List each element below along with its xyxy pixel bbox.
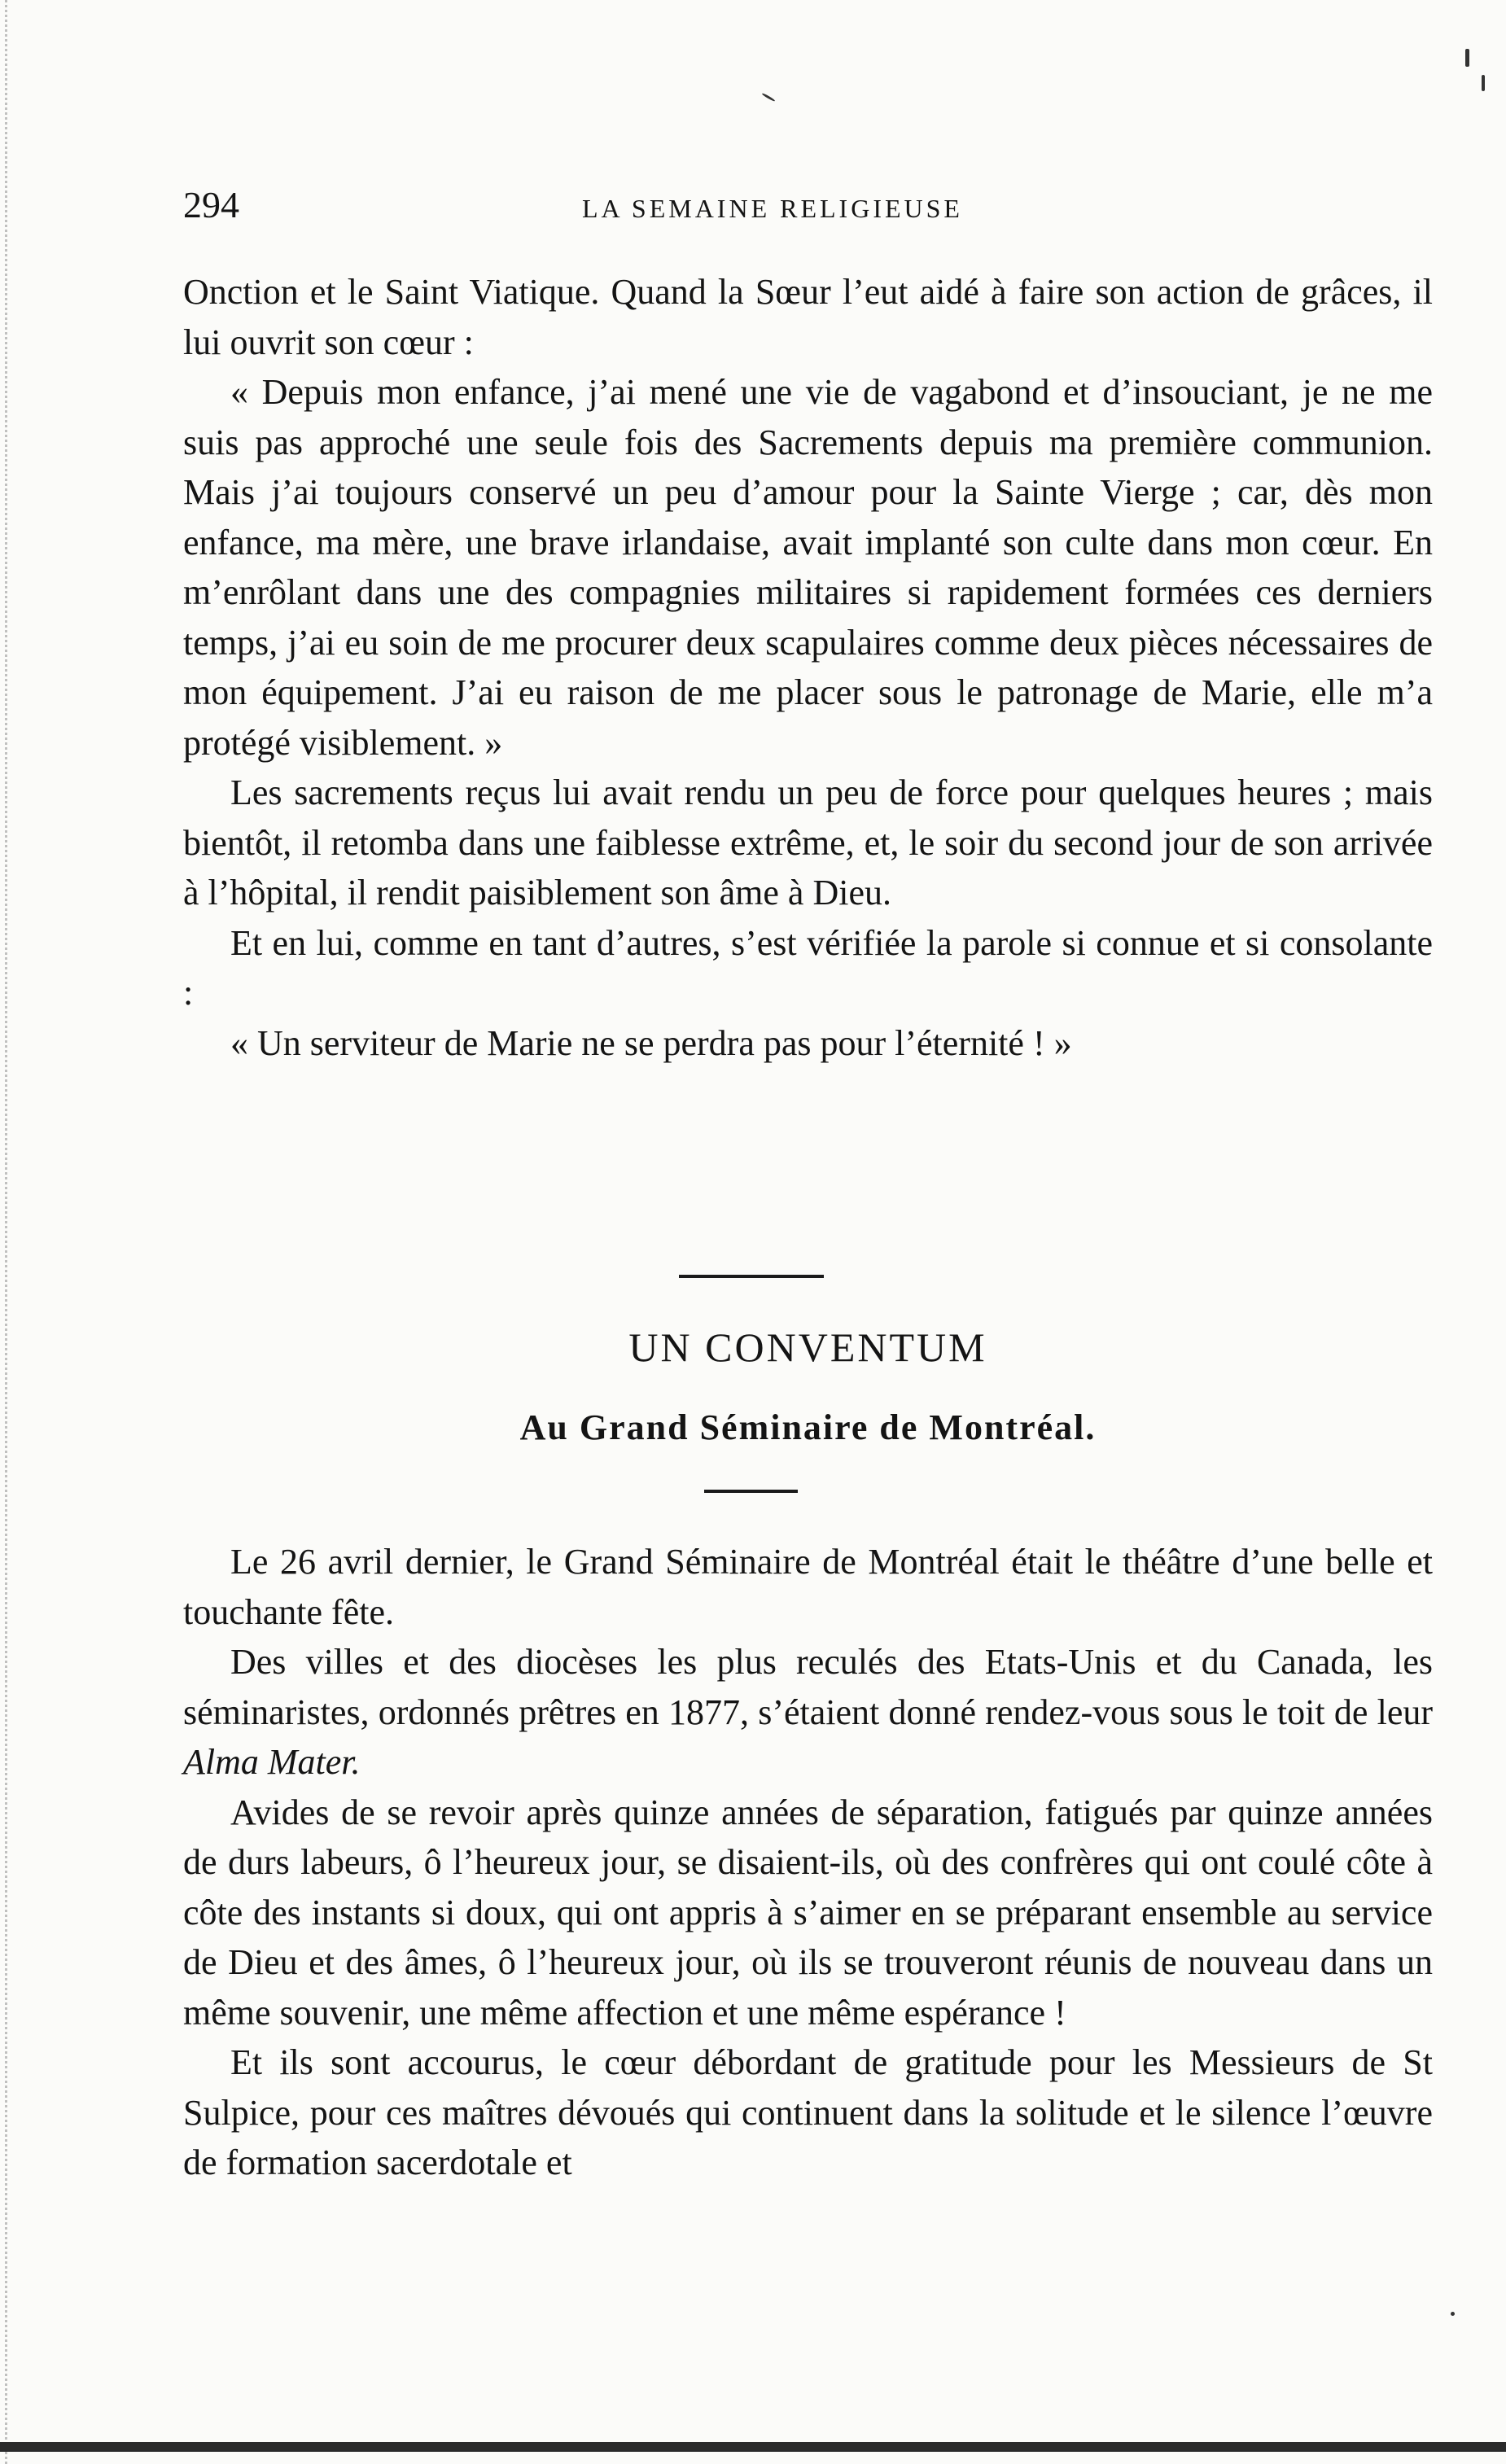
scan-bottom-edge [0,2442,1506,2452]
running-title: LA SEMAINE RELIGIEUSE [582,194,963,223]
subtitle-divider [704,1490,798,1493]
closing-quote: « Un serviteur de Marie ne se perdra pas pour l’éternité ! » [230,1022,1072,1063]
paragraph: Et ils sont accourus, le cœur débordant de gratitude pour les Messieurs de St Sulpice, pour ces maîtres dévoués qui continuent dans la solitude et le silence l’œuvre de formation sacerdotale et [183,2042,1433,2182]
section-divider [679,1275,824,1278]
scan-edge-marks [5,0,11,2464]
page-header [183,181,1433,230]
paragraph: Et en lui, comme en tant d’autres, s’est vérifiée la parole si connue et si consolante : [183,922,1433,1013]
text-block-continued [183,267,1433,1068]
section-title: UN CONVENTUM [628,1324,987,1370]
paragraph: Le 26 avril dernier, le Grand Séminaire de Montréal était le théâtre d’une belle et touchante fête. [183,1542,1433,1632]
text-block-conventum [183,1537,1433,2188]
paragraph [183,1637,1433,1788]
scan-speck [1451,2312,1455,2316]
page-number: 294 [183,184,239,225]
paragraph-text: Des villes et des diocèses les plus reculés des Etats-Unis et du Canada, les séminaristes, ordonnés prêtres en 1877, s’étaient donné rendez-vous sous le toit de leur [183,1642,1433,1732]
paragraph: « Depuis mon enfance, j’ai mené une vie de vagabond et d’insouciant, je ne me suis pas approché une seule fois des Sacrements depuis ma première communion. Mais j’ai toujours conservé un peu d’amour pour la Sainte Vierge ; car, dès mon enfance, ma mère, une brave irlandaise, avait implanté son culte dans mon cœur. En m’enrôlant dans une des compagnies militaires si rapidement formées ces derniers temps, j’ai eu soin de me procurer deux scapulaires comme deux pièces nécessaires de mon équipement. J’ai eu raison de me placer sous le patronage de Marie, elle m’a protégé visiblement. » [183,372,1433,763]
scan-speck [761,93,775,103]
scan-speck [1465,49,1469,67]
section-subtitle: Au Grand Séminaire de Montréal. [519,1407,1097,1447]
paragraph: Onction et le Saint Viatique. Quand la Sœur l’eut aidé à faire son action de grâces, il lui ouvrit son cœur : [183,272,1433,362]
paragraph: Avides de se revoir après quinze années de séparation, fatigués par quinze années de durs labeurs, ô l’heureux jour, se disaient-ils, où des confrères qui ont coulé côte à côte des instants si doux, qui ont appris à s’aimer en se préparant ensemble au service de Dieu et des âmes, ô l’heureux jour, où ils se trouveront réunis de nouveau dans un même souvenir, une même affection et une même espérance ! [183,1792,1433,2033]
paragraph: Les sacrements reçus lui avait rendu un peu de force pour quelques heures ; mais bientôt, il retomba dans une faiblesse extrême, et, le soir du second jour de son arrivée à l’hôpital, il rendit paisiblement son âme à Dieu. [183,772,1433,913]
scan-speck [1482,75,1485,91]
italic-phrase: Alma Mater. [183,1742,361,1782]
